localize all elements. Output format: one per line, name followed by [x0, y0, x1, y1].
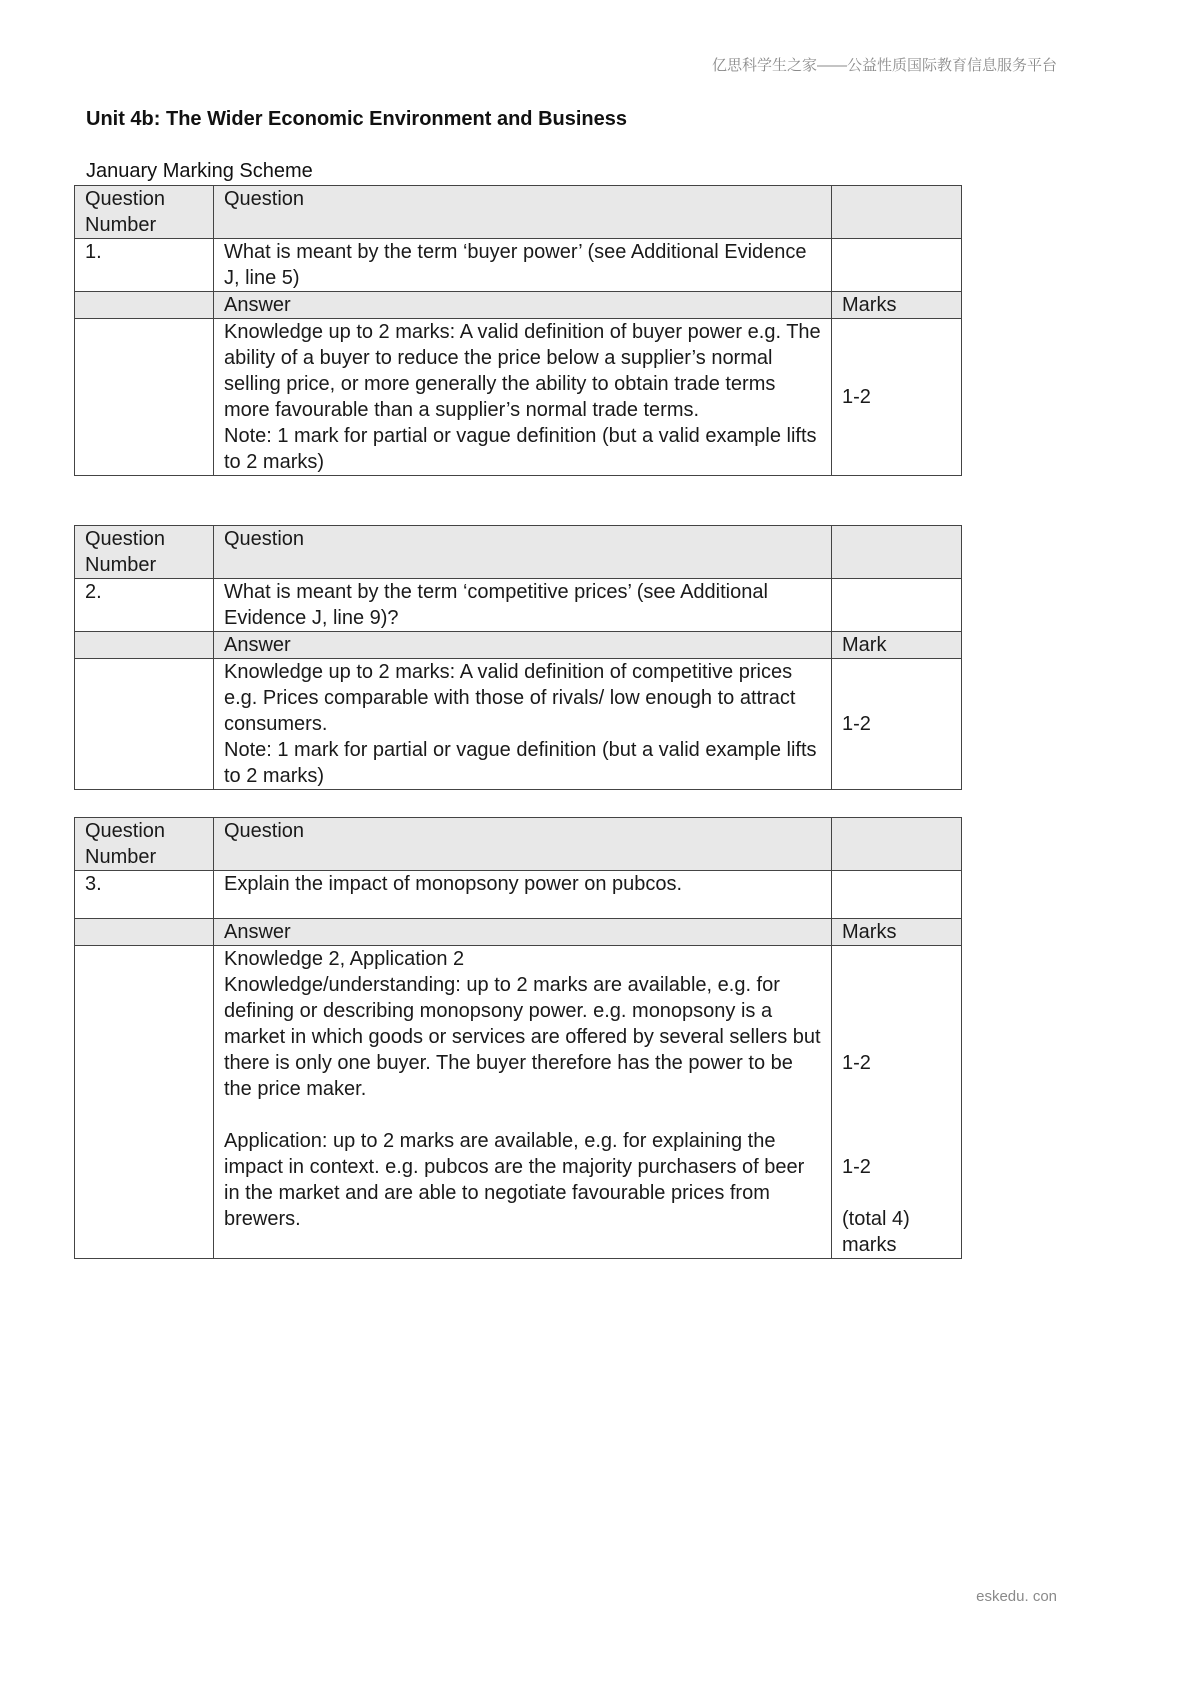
empty-cell	[75, 632, 214, 659]
question-1-table	[74, 185, 962, 476]
question-2-table	[74, 525, 962, 790]
answer-header: Answer	[214, 919, 832, 946]
empty-header-cell	[832, 526, 962, 579]
table-header-row	[75, 526, 962, 579]
marks-header: Mark	[832, 632, 962, 659]
answer-text	[214, 946, 832, 1259]
scheme-subtitle: January Marking Scheme	[86, 160, 313, 182]
marks-value: 1-2	[832, 659, 962, 790]
empty-cell	[75, 292, 214, 319]
empty-cell	[75, 919, 214, 946]
answer-note: Note: 1 mark for partial or vague definition (but a valid example lifts to 2 marks)	[224, 739, 817, 787]
answer-header-row	[75, 632, 962, 659]
empty-header-cell	[832, 186, 962, 239]
marks-knowledge: 1-2	[842, 1052, 871, 1074]
marks-value: 1-2	[832, 319, 962, 476]
answer-line: Knowledge up to 2 marks: A valid definition of competitive prices e.g. Prices comparable with those of rivals/ low enough to attract consumers.	[224, 661, 796, 735]
empty-cell	[75, 659, 214, 790]
marks-application: 1-2	[842, 1156, 871, 1178]
empty-cell	[75, 319, 214, 476]
question-row	[75, 579, 962, 632]
page-title: Unit 4b: The Wider Economic Environment and Business	[86, 108, 628, 130]
question-number-header: Question Number	[75, 186, 214, 239]
question-number-header: Question Number	[75, 818, 214, 871]
answer-heading: Knowledge 2, Application 2	[224, 948, 465, 970]
question-header: Question	[214, 526, 832, 579]
marks-total: (total 4) marks	[842, 1208, 910, 1256]
footer-note: eskedu. con	[976, 1588, 1057, 1605]
answer-row	[75, 946, 962, 1259]
question-number: 1.	[75, 239, 214, 292]
answer-header-row	[75, 919, 962, 946]
marks-header: Marks	[832, 292, 962, 319]
answer-header: Answer	[214, 632, 832, 659]
empty-cell	[832, 579, 962, 632]
answer-header: Answer	[214, 292, 832, 319]
empty-cell	[832, 239, 962, 292]
question-text: Explain the impact of monopsony power on pubcos.	[214, 871, 832, 919]
header-note: 亿思科学生之家——公益性质国际教育信息服务平台	[711, 57, 1057, 74]
answer-text	[214, 659, 832, 790]
empty-cell	[832, 871, 962, 919]
answer-row	[75, 659, 962, 790]
question-number-header: Question Number	[75, 526, 214, 579]
question-text: What is meant by the term ‘buyer power’ (see Additional Evidence J, line 5)	[214, 239, 832, 292]
question-number: 3.	[75, 871, 214, 919]
answer-row	[75, 319, 962, 476]
answer-header-row	[75, 292, 962, 319]
table-header-row	[75, 818, 962, 871]
question-3-table	[74, 817, 962, 1259]
answer-text	[214, 319, 832, 476]
question-row	[75, 871, 962, 919]
question-header: Question	[214, 186, 832, 239]
application-text: Application: up to 2 marks are available, e.g. for explaining the impact in context. e.g. pubcos are the majority purchasers of beer in the market and are able to negotiate favourable prices from brewers.	[224, 1130, 805, 1230]
question-header: Question	[214, 818, 832, 871]
table-header-row	[75, 186, 962, 239]
knowledge-text: Knowledge/understanding: up to 2 marks are available, e.g. for defining or describing monopsony power. e.g. monopsony is a market in which goods or services are offered by several sellers but there is only one buyer. The buyer therefore has the power to be the price maker.	[224, 974, 821, 1100]
question-row	[75, 239, 962, 292]
answer-line: Knowledge up to 2 marks: A valid definition of buyer power e.g. The ability of a buyer to reduce the price below a supplier’s normal selling price, or more generally the ability to obtain trade terms more favourable than a supplier’s normal trade terms.	[224, 321, 821, 421]
answer-note: Note: 1 mark for partial or vague definition (but a valid example lifts to 2 marks)	[224, 425, 817, 473]
question-text: What is meant by the term ‘competitive prices’ (see Additional Evidence J, line 9)?	[214, 579, 832, 632]
marks-column	[832, 946, 962, 1259]
empty-cell	[75, 946, 214, 1259]
question-number: 2.	[75, 579, 214, 632]
marks-header: Marks	[832, 919, 962, 946]
empty-header-cell	[832, 818, 962, 871]
